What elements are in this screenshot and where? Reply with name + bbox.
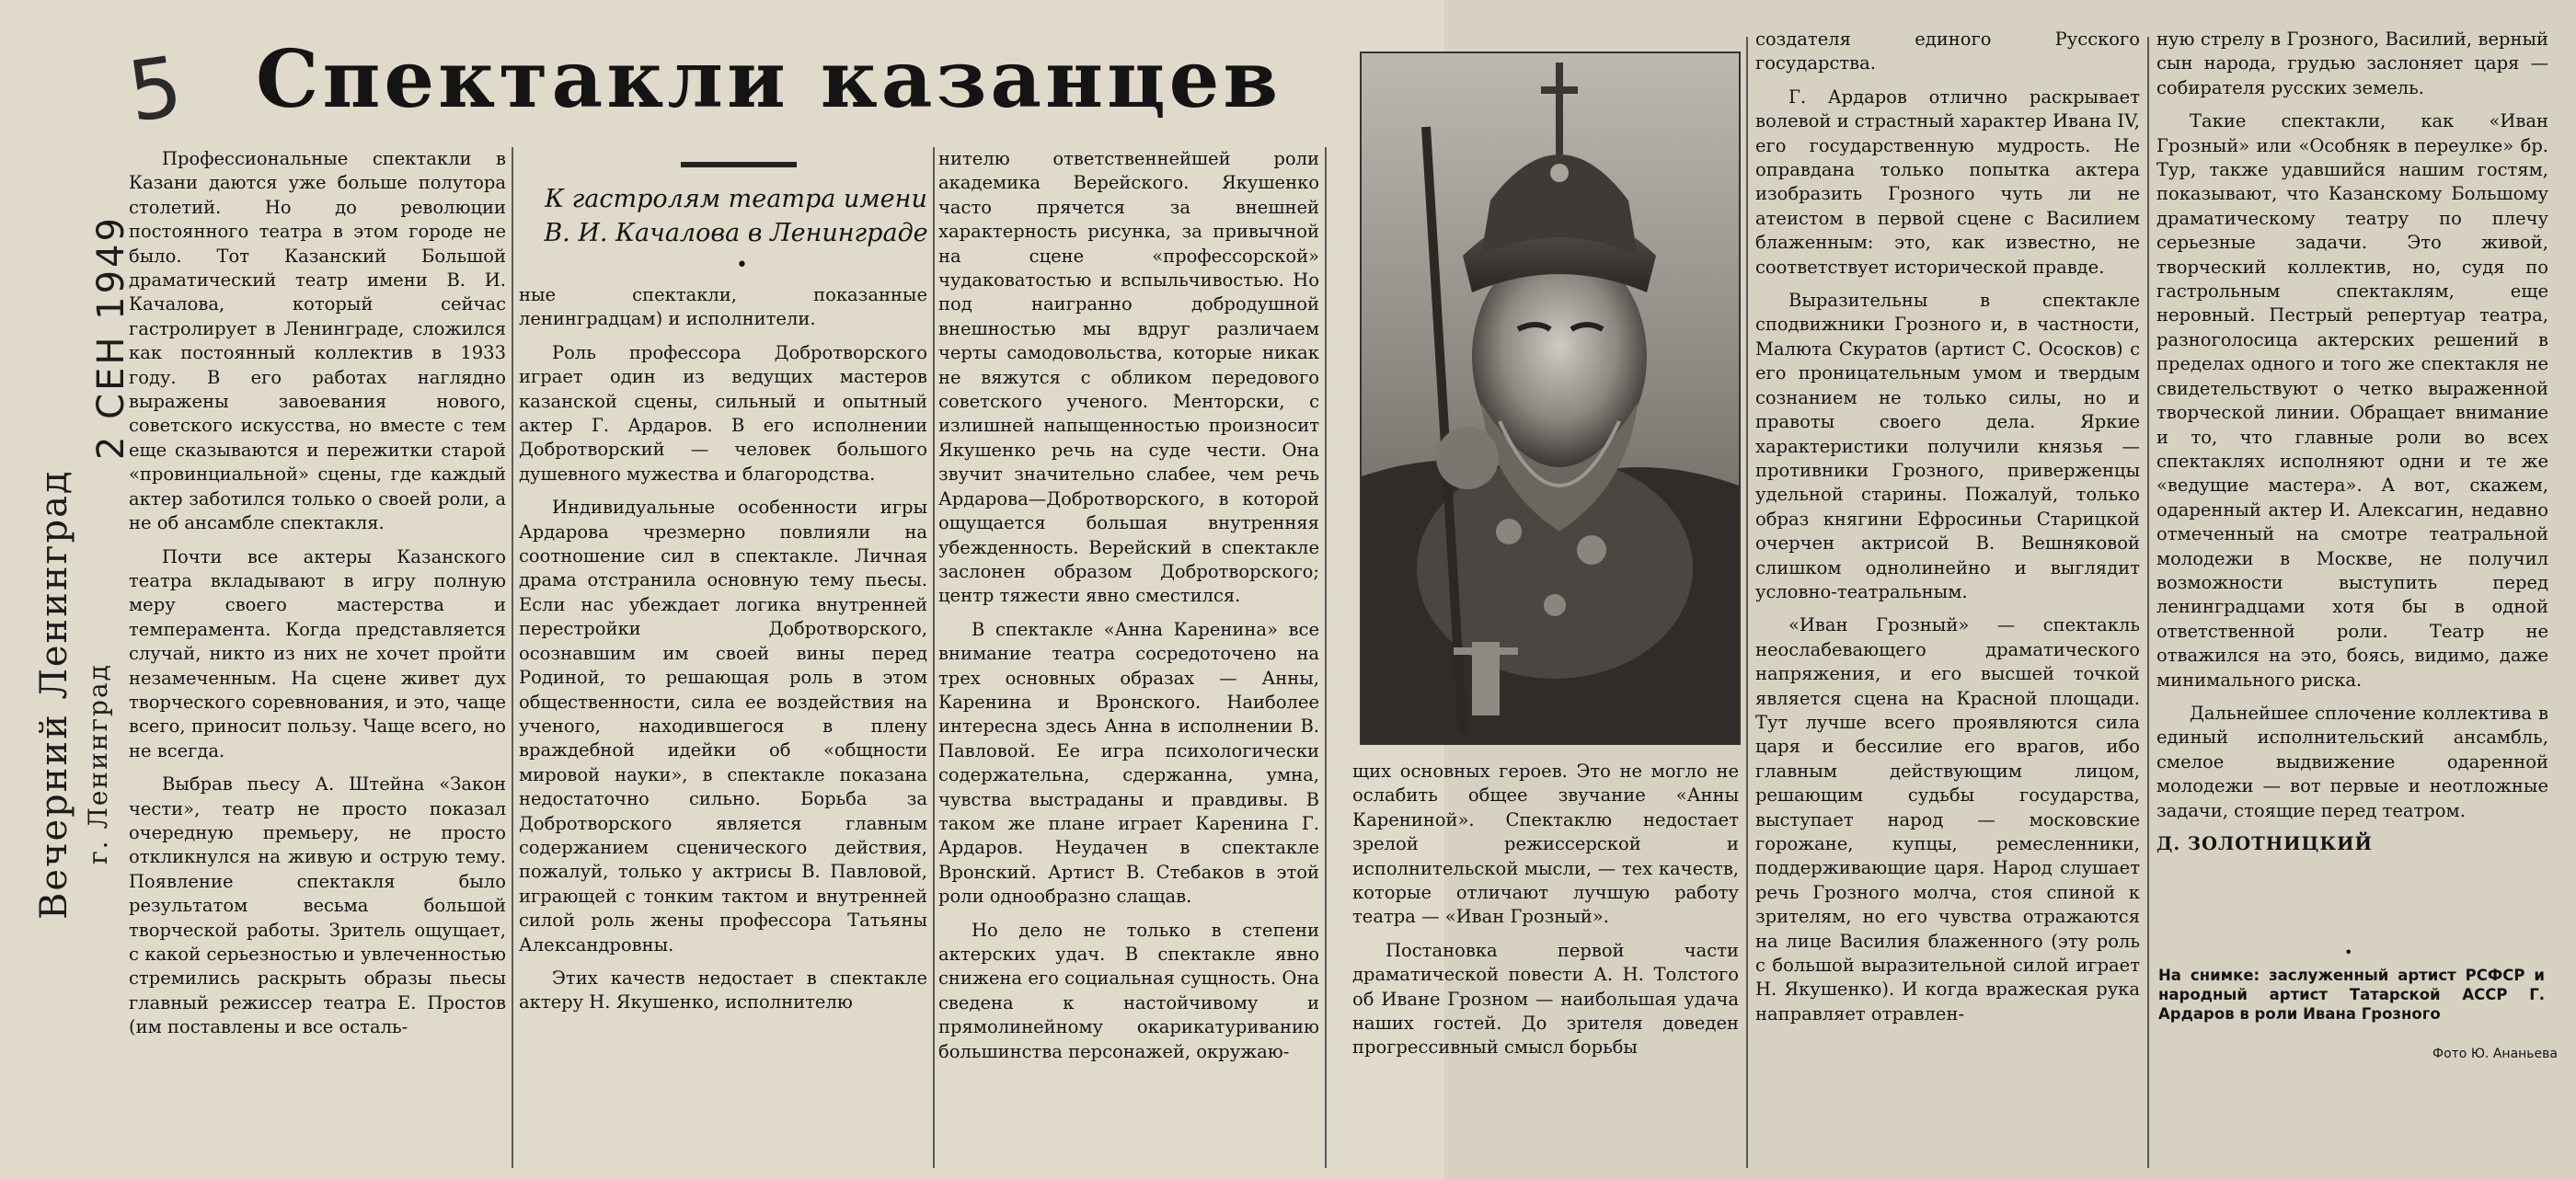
- article-column-1: [129, 147, 506, 1177]
- headline-rule: [681, 162, 797, 167]
- article-paragraph: ную стрелу в Грозного, Василий, верный сын народа, грудью заслоняет царя — собирателя русских земель.: [2156, 29, 2548, 98]
- article-paragraph: ные спектакли, показанные ленинградцам) и исполнители.: [519, 284, 927, 330]
- article-paragraph: Профессиональные спектакли в Казани даются уже больше полутора столетий. Но до революции постоянного театра в этом городе не было. Тот Казанский Большой драматический театр имени В. И. Качалова, который сейчас гастролирует в Ленинграде, сложился как постоянный коллектив в 1933 году. В его работах наглядно выражены завоевания нового, советского искусства, но вместе с тем еще сказываются и пережитки старой «провинциальной» сцены, где каждый актер заботился только о своей роли, а не об ансамбле спектакля.: [129, 148, 506, 534]
- article-headline: Спектакли казанцев: [256, 33, 1282, 126]
- article-paragraph: нителю ответственнейшей роли академика Верейского. Якушенко часто прячется за внешней характерность рисунка, за привычной на сцене «профессорской» чудаковатостью и вспыльчивостью. Но под наигранно добродушной внешностью мы вдруг различаем черты самодовольства, которые никак не вяжутся с обликом передового советского ученого. Менторски, с излишней напыщенностью произносит Якушенко речь на суде чести. Она звучит значительно слабее, чем речь Ардарова—Добротворского, в которой ощущается большая внутренняя убежденность. Верейский в спектакле заслонен образом Добротворского; центр тяжести явно сместился.: [938, 148, 1319, 607]
- article-paragraph: «Иван Грозный» — спектакль неослабевающего драматического напряжения, и его высшей точкой является сцена на Красной площади. Тут лучше всего проявляются сила царя и бессилие его врагов, ибо главным действующим лицом, решающим судьбы государства, выступает народ — московские горожане, купцы, ремесленники, поддерживающие царя. Народ слушает речь Грозного молча, стоя спиной к зрителям, но его чувства отражаются на лице Василия блаженного (эту роль с большой выразительной силой играет Н. Якушенко). И когда вражеская рука направляет отравлен-: [1755, 614, 2140, 1024]
- article-subhead: К гастролям театра имени В. И. Качалова в Ленинграде: [544, 185, 928, 247]
- article-paragraph: Почти все актеры Казанского театра вкладывают в игру полную меру своего мастерства и темперамента. Когда представляется случай, никто из них не хочет пройти незамеченным. На сцене живет дух творческого соревнования, и это, чаще всего, приносит пользу. Чаще всего, но не всегда.: [129, 545, 506, 761]
- article-paragraph: Постановка первой части драматической повести А. Н. Толстого об Иване Грозном — наибольшая удача наших гостей. До зрителя доведен прогрессивный смысл борьбы: [1352, 939, 1739, 1059]
- article-paragraph: Такие спектакли, как «Иван Грозный» или «Особняк в переулке» бр. Тур, также удавшийся нашим гостям, показывают, что Казанскому Большому драматическому театру по плечу серьезные задачи. Это живой, творческий коллектив, но, судя по гастрольным спектаклям, еще неровный. Пестрый репертуар театра, разноголосица актерских решений в пределах одного и того же спектакля не свидетельствуют о четко выраженной творческой линии. Обращает внимание и то, что главные роли во всех спектаклях исполняют одни и те же «ведущие мастера». А вот, скажем, одаренный актер И. Алексагин, недавно отмеченный на смотре театральной молодежи в Москве, не получил возможности выступить перед ленинградцами хотя бы в одной ответственной роли. Театр не отважился на это, боясь, видимо, даже минимального риска.: [2156, 110, 2548, 691]
- photo-ardarov-as-ivan: [1360, 52, 1741, 745]
- column-rule: [512, 147, 513, 1168]
- article-column-6: [2156, 28, 2548, 947]
- article-paragraph: Дальнейшее сплочение коллектива в единый исполнительский ансамбль, смелое выдвижение одаренной молодежи — вот первые и неотложные задачи, стоящие перед театром.: [2156, 702, 2548, 821]
- column-rule: [2147, 37, 2149, 1168]
- article-paragraph: создателя единого Русского государства.: [1755, 29, 2140, 74]
- article-paragraph: Но дело не только в степени актерских удач. В спектакле явно снижена его социальная сущность. Она сведена к настойчивому и прямолинейному окарикатуриванию большинства персонажей, окружаю-: [938, 919, 1319, 1062]
- column-rule: [933, 147, 935, 1168]
- caption-ornament: •: [2344, 944, 2353, 961]
- photo-credit: Фото Ю. Ананьева: [2432, 1047, 2558, 1061]
- article-paragraph: Выразительны в спектакле сподвижники Грозного и, в частности, Малюта Скуратов (артист С. Ососков) с его проницательным умом и твердым сознанием не только силы, но и правоты своего дела. Яркие характеристики получили князья — противники Грозного, приверженцы удельной старины. Пожалуй, только образ княгини Ефросиньи Старицкой очерчен актрисой В. Вешняковой слишком однолинейно и выглядит условно-театральным.: [1755, 290, 2140, 602]
- paper-city: г. Ленинград: [83, 663, 113, 864]
- handwritten-number: 5: [121, 38, 189, 142]
- article-paragraph: щих основных героев. Это не могло не ослабить общее звучание «Анны Карениной». Спектаклю недостает зрелой режиссерской и исполнительской мысли, — тех качеств, которые отличают лучшую работу театра — «Иван Грозный».: [1352, 761, 1739, 928]
- column-rule: [1746, 37, 1748, 1168]
- article-column-2: [519, 283, 927, 1175]
- paper-name: Вечерний Ленинград: [33, 469, 75, 920]
- article-paragraph: Выбрав пьесу А. Штейна «Закон чести», театр не просто показал очередную премьеру, не просто откликнулся на живую и острую тему. Появление спектакля было результатом весьма большой творческой работы. Зритель ощущает, с какой серьезностью и увлеченностью стремились раскрыть образы пьесы главный режиссер театра Е. Простов (им поставлены и все осталь-: [129, 773, 506, 1038]
- article-column-4: [1352, 760, 1739, 1177]
- article-paragraph: Этих качеств недостает в спектакле актеру Н. Якушенко, исполнителю: [519, 967, 927, 1013]
- subhead-ornament: •: [736, 254, 748, 277]
- article-paragraph: Роль профессора Добротворского играет один из ведущих мастеров казанской сцены, сильный и опытный актер Г. Ардаров. В его исполнении Добротворский — человек большого душевного мужества и благородства.: [519, 341, 927, 485]
- column-rule: [1325, 147, 1327, 1168]
- article-column-5: [1755, 28, 2140, 1177]
- article-paragraph: Г. Ардаров отлично раскрывает волевой и страстный характер Ивана IV, его государственную мудрость. Не оправдана только попытка актера изобразить Грозного чуть ли не атеистом в первой сцене с Василием блаженным: это, как известно, не соответствует исторической правде.: [1755, 86, 2140, 278]
- article-column-3: [938, 147, 1319, 1177]
- masthead-stamp: [0, 0, 132, 1179]
- photo-caption: На снимке: заслуженный артист РСФСР и народный артист Татарской АССР Г. Ардаров в роли Ивана Грозного: [2158, 967, 2545, 1023]
- article-paragraph: Индивидуальные особенности игры Ардарова чрезмерно повлияли на соотношение сил в спектакле. Личная драма отстранила основную тему пьесы. Если нас убеждает логика внутренней перестройки Добротворского, осознавшим им своей вины перед Родиной, то решающая роль в этом общественности, сила ее воздействия на ученого, находившегося в плену враждебной идейки об «общности мировой науки», в спектакле показана недостаточно сильно. Борьба за Добротворского является главным содержанием сценического действия, пожалуй, только у актрисы В. Павловой, играющей с тонким тактом и внутренней силой роль жены профессора Татьяны Александровны.: [519, 497, 927, 956]
- stamp-date: 2 СЕН 1949: [90, 215, 132, 460]
- article-author: Д. ЗОЛОТНИЦКИЙ: [2156, 833, 2373, 854]
- portrait-image: [1362, 53, 1739, 743]
- article-paragraph: В спектакле «Анна Каренина» все внимание театра сосредоточено на трех основных образах — Анны, Каренина и Вронского. Наиболее интересна здесь Анна в исполнении В. Павловой. Ее игра психологически содержательна, сдержанна, умна, чувства выстраданы и правдивы. В таком же плане играет Каренина Г. Ардаров. Неудачен в спектакле Вронский. Артист В. Стебаков в этой роли однообразно слащав.: [938, 618, 1319, 908]
